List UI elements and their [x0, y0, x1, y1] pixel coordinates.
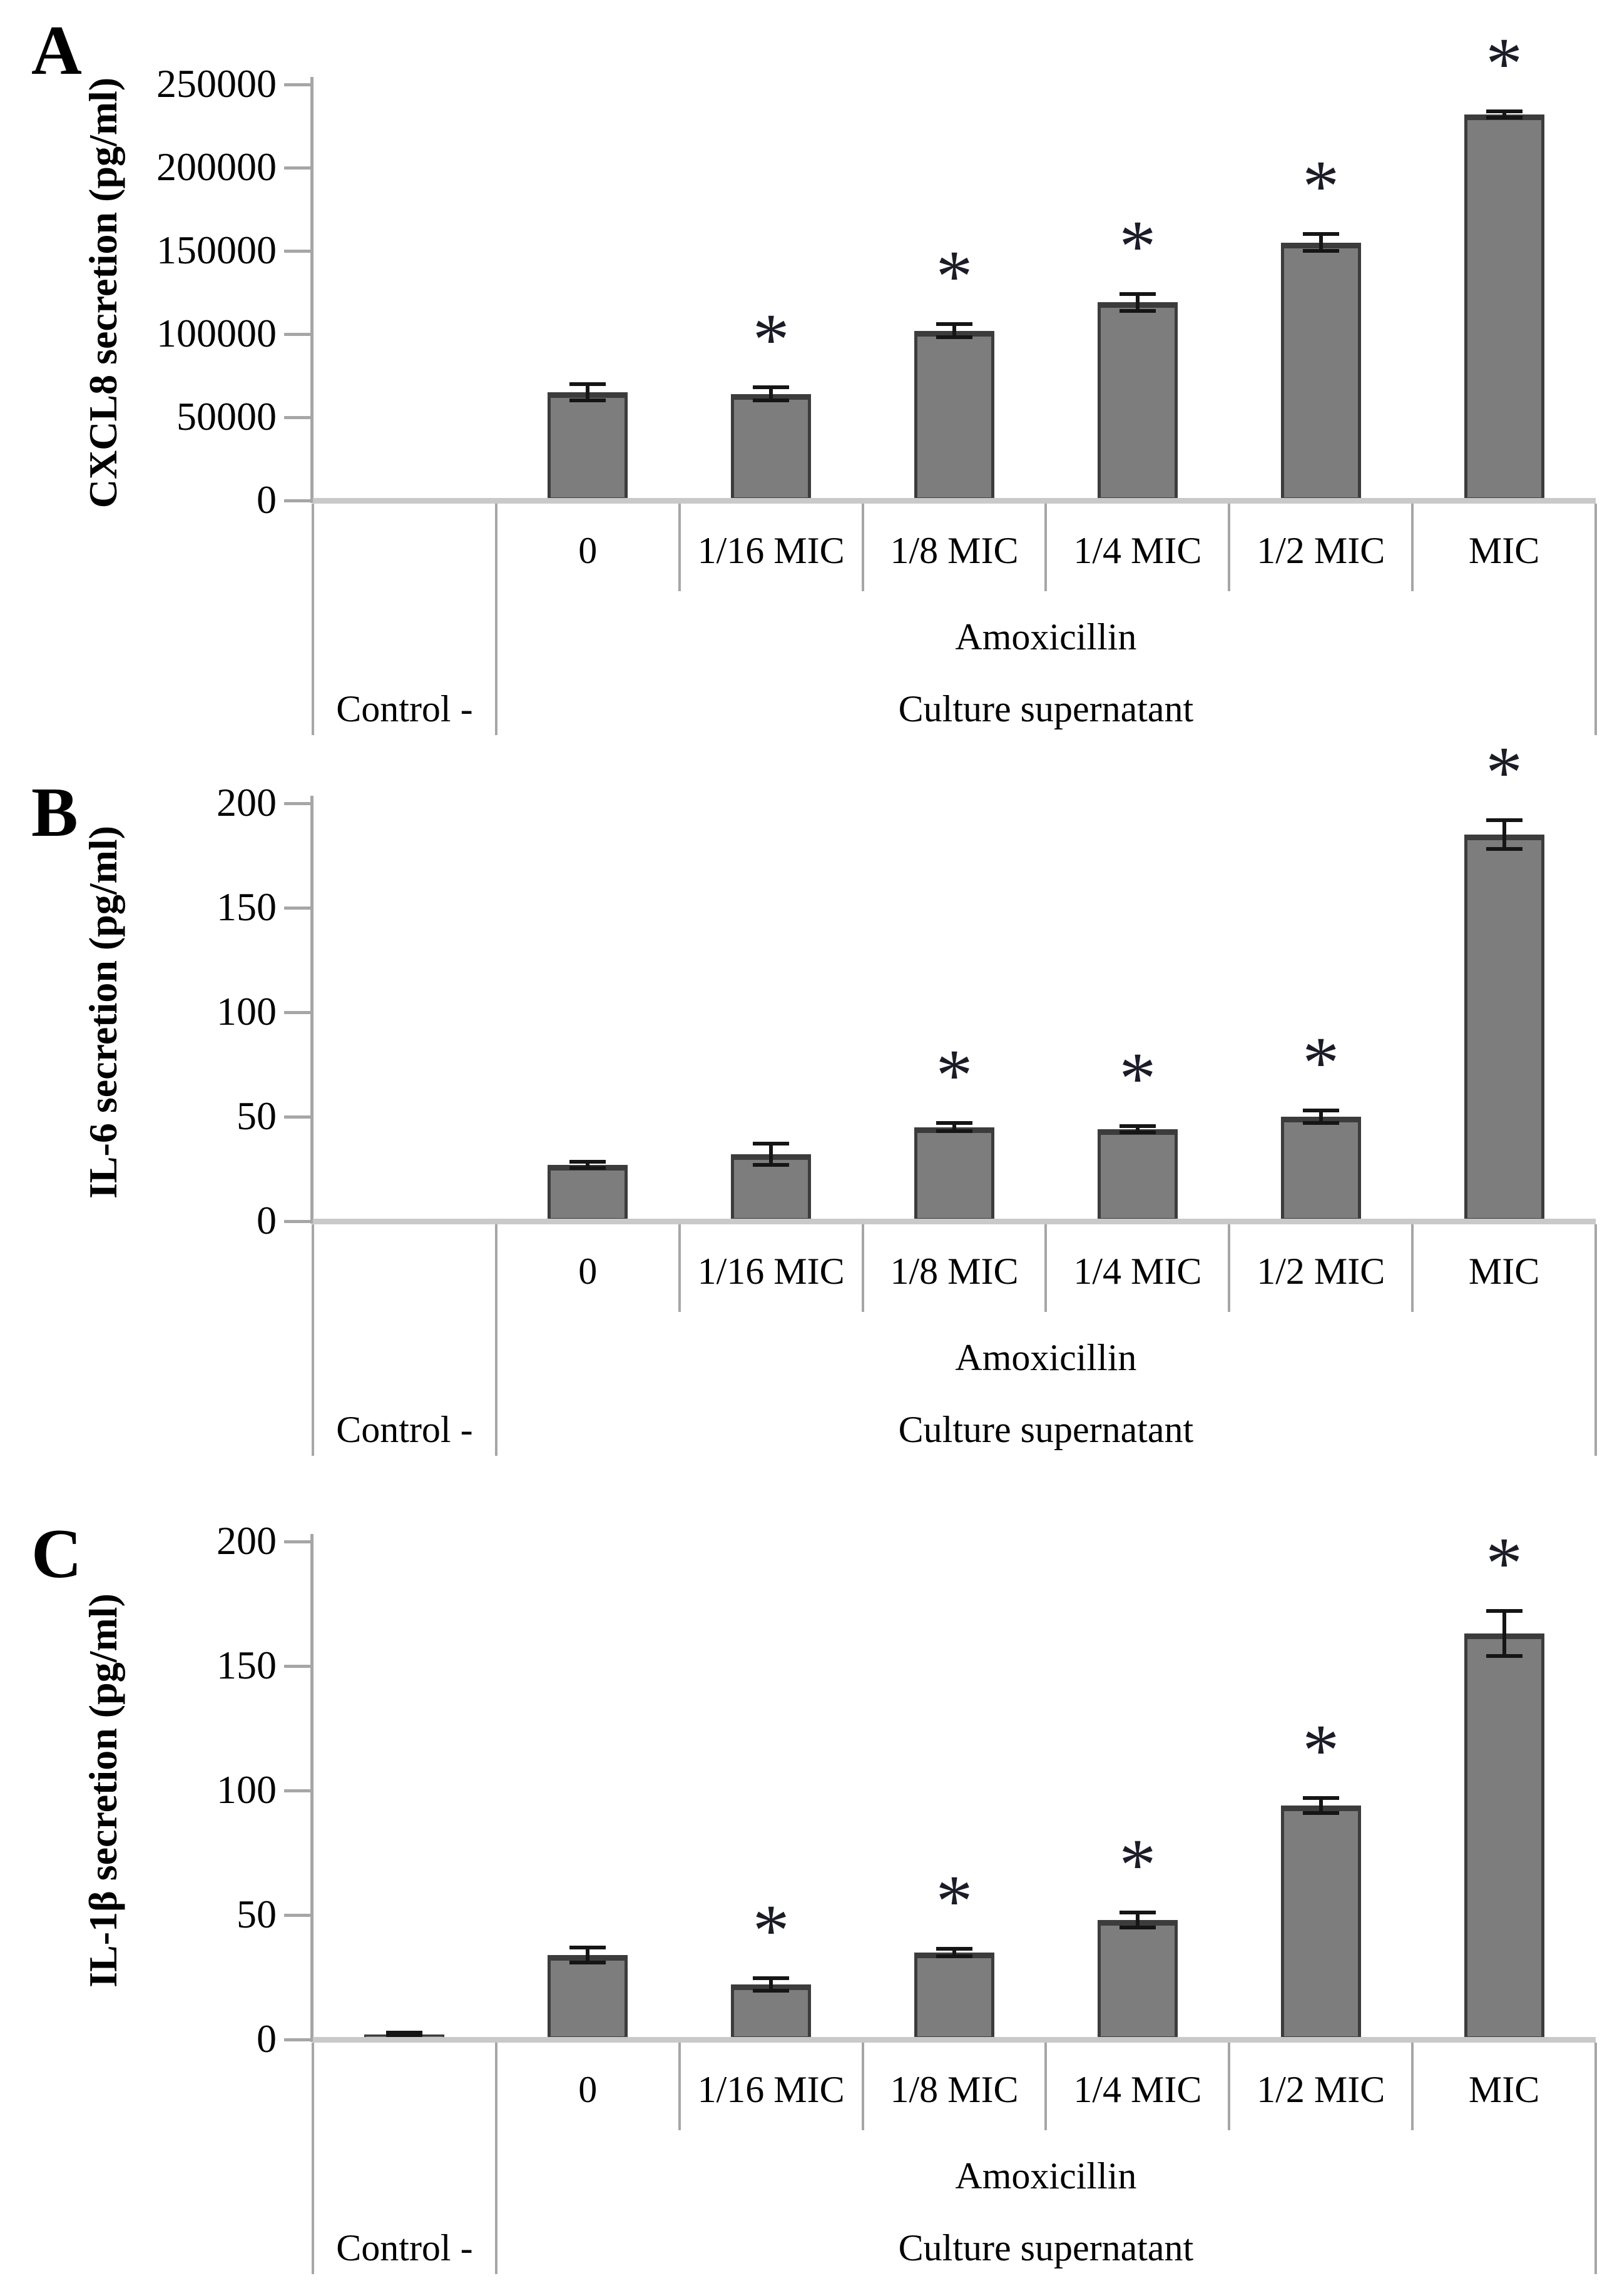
category-label-c-2: 1/16 MIC — [697, 2069, 845, 2110]
bar-c-2 — [731, 1984, 811, 2039]
y-tick-label-c: 0 — [257, 2016, 277, 2061]
error-cap-bottom-b-6 — [1486, 847, 1523, 851]
y-tick-mark-a — [284, 166, 310, 170]
significance-asterisk-b-6: * — [1486, 731, 1523, 813]
error-cap-top-b-3 — [936, 1121, 972, 1125]
error-bar-b-6 — [1502, 820, 1506, 850]
y-axis-line-a — [310, 77, 314, 503]
significance-asterisk-b-5: * — [1302, 1021, 1340, 1104]
y-tick-mark-b — [284, 1220, 310, 1223]
error-cap-bottom-a-2 — [753, 399, 789, 402]
bar-a-2 — [731, 394, 811, 500]
category-label-b-5: 1/2 MIC — [1257, 1251, 1385, 1292]
error-cap-bottom-a-1 — [569, 399, 606, 402]
y-axis-title-b: IL-6 secretion (pg/ml) — [81, 825, 125, 1199]
y-tick-mark-b — [284, 802, 310, 805]
bar-a-1 — [548, 392, 628, 500]
y-tick-mark-a — [284, 333, 310, 336]
error-cap-bottom-a-3 — [936, 335, 972, 339]
error-cap-top-c-6 — [1486, 1609, 1523, 1613]
y-tick-mark-c — [284, 1665, 310, 1668]
x-axis-line-c — [313, 2037, 1596, 2043]
error-cap-bottom-b-5 — [1303, 1121, 1339, 1125]
significance-asterisk-c-4: * — [1119, 1824, 1156, 1906]
error-cap-top-b-6 — [1486, 818, 1523, 822]
bar-a-5 — [1281, 243, 1361, 500]
category-label-a-5: 1/2 MIC — [1257, 530, 1385, 571]
error-cap-bottom-c-1 — [569, 1961, 606, 1964]
category-label-a-6: MIC — [1468, 530, 1540, 571]
y-tick-mark-a — [284, 83, 310, 86]
significance-asterisk-a-6: * — [1486, 22, 1523, 104]
y-tick-label-a: 150000 — [156, 228, 277, 272]
y-tick-label-b: 150 — [217, 885, 277, 929]
y-tick-label-a: 0 — [257, 477, 277, 522]
category-label-a-1: 0 — [578, 530, 598, 571]
error-cap-bottom-c-5 — [1303, 1811, 1339, 1815]
error-bar-a-5 — [1319, 234, 1323, 251]
significance-asterisk-c-6: * — [1486, 1522, 1523, 1605]
bar-a-3 — [914, 331, 994, 500]
axis-group-label-c-0: Control - — [336, 2227, 473, 2268]
x-axis-line-b — [313, 1219, 1596, 1224]
category-label-c-6: MIC — [1468, 2069, 1540, 2110]
axis-group-label-a-1: Culture supernatant — [898, 688, 1194, 729]
y-tick-label-a: 200000 — [156, 145, 277, 189]
axis-group-label-c-amoxicillin: Amoxicillin — [955, 2155, 1137, 2197]
y-axis-line-c — [310, 1534, 314, 2042]
x-axis-line-a — [313, 498, 1596, 504]
error-bar-c-6 — [1502, 1611, 1506, 1656]
error-cap-top-c-0 — [386, 2031, 422, 2034]
y-tick-label-b: 50 — [237, 1094, 277, 1138]
error-cap-bottom-b-3 — [936, 1129, 972, 1133]
bar-b-3 — [914, 1127, 994, 1221]
significance-asterisk-a-4: * — [1119, 205, 1156, 288]
error-cap-bottom-b-4 — [1120, 1130, 1156, 1134]
significance-asterisk-a-2: * — [752, 298, 790, 381]
bar-c-3 — [914, 1953, 994, 2039]
error-cap-top-a-2 — [753, 385, 789, 389]
error-cap-bottom-b-2 — [753, 1163, 789, 1167]
axis-group-label-b-0: Control - — [336, 1409, 473, 1450]
bar-a-6 — [1464, 114, 1544, 500]
bar-b-4 — [1098, 1129, 1178, 1221]
error-cap-top-c-1 — [569, 1946, 606, 1949]
significance-asterisk-c-3: * — [936, 1859, 973, 1942]
category-label-b-4: 1/4 MIC — [1073, 1251, 1202, 1292]
error-cap-bottom-a-5 — [1303, 249, 1339, 253]
y-tick-label-c: 200 — [217, 1518, 277, 1563]
error-cap-bottom-c-3 — [936, 1954, 972, 1958]
category-label-b-6: MIC — [1468, 1251, 1540, 1292]
bar-c-6 — [1464, 1633, 1544, 2039]
error-cap-bottom-a-4 — [1120, 309, 1156, 313]
error-cap-bottom-c-2 — [753, 1989, 789, 1993]
error-cap-top-a-5 — [1303, 232, 1339, 236]
significance-asterisk-a-5: * — [1302, 145, 1340, 228]
category-label-a-4: 1/4 MIC — [1073, 530, 1202, 571]
y-tick-mark-a — [284, 416, 310, 419]
y-tick-label-b: 100 — [217, 989, 277, 1034]
error-cap-top-c-2 — [753, 1976, 789, 1980]
axis-group-label-a-amoxicillin: Amoxicillin — [955, 616, 1137, 658]
y-tick-label-b: 0 — [257, 1198, 277, 1242]
error-cap-top-b-2 — [753, 1142, 789, 1145]
category-label-c-3: 1/8 MIC — [890, 2069, 1019, 2110]
significance-asterisk-c-2: * — [752, 1889, 790, 1972]
error-bar-a-4 — [1136, 294, 1140, 311]
axis-group-label-b-amoxicillin: Amoxicillin — [955, 1337, 1137, 1378]
error-cap-top-a-3 — [936, 322, 972, 326]
bar-b-5 — [1281, 1117, 1361, 1221]
category-label-b-1: 0 — [578, 1251, 598, 1292]
y-tick-mark-c — [284, 1914, 310, 1917]
y-tick-label-c: 50 — [237, 1892, 277, 1936]
panel-letter-a: A — [31, 12, 82, 89]
significance-asterisk-b-4: * — [1119, 1037, 1156, 1120]
y-tick-mark-a — [284, 250, 310, 253]
y-tick-label-a: 250000 — [156, 61, 277, 106]
y-tick-mark-c — [284, 1789, 310, 1792]
bar-c-4 — [1098, 1920, 1178, 2039]
error-bar-a-1 — [586, 384, 589, 401]
error-bar-b-2 — [769, 1144, 773, 1164]
axis-group-label-b-1: Culture supernatant — [898, 1409, 1194, 1450]
error-cap-bottom-c-4 — [1120, 1926, 1156, 1929]
y-tick-mark-c — [284, 2038, 310, 2041]
y-axis-title-a: CXCL8 secretion (pg/ml) — [81, 77, 125, 508]
error-cap-top-c-5 — [1303, 1796, 1339, 1800]
panel-letter-c: C — [31, 1515, 82, 1593]
bar-a-4 — [1098, 302, 1178, 500]
category-label-c-5: 1/2 MIC — [1257, 2069, 1385, 2110]
error-cap-top-a-6 — [1486, 109, 1523, 113]
significance-asterisk-c-5: * — [1302, 1709, 1340, 1791]
bar-b-6 — [1464, 835, 1544, 1221]
y-tick-mark-a — [284, 499, 310, 502]
category-label-c-1: 0 — [578, 2069, 598, 2110]
category-label-b-3: 1/8 MIC — [890, 1251, 1019, 1292]
error-cap-top-a-4 — [1120, 292, 1156, 296]
y-tick-mark-b — [284, 1115, 310, 1119]
category-label-a-2: 1/16 MIC — [697, 530, 845, 571]
category-label-b-2: 1/16 MIC — [697, 1251, 845, 1292]
error-cap-top-a-1 — [569, 382, 606, 386]
error-cap-bottom-b-1 — [569, 1166, 606, 1170]
bar-c-1 — [548, 1955, 628, 2039]
error-cap-bottom-a-6 — [1486, 116, 1523, 119]
y-tick-mark-b — [284, 1011, 310, 1014]
axis-group-label-c-1: Culture supernatant — [898, 2227, 1194, 2268]
axis-group-label-a-0: Control - — [336, 688, 473, 729]
error-cap-top-b-1 — [569, 1160, 606, 1164]
bar-c-5 — [1281, 1806, 1361, 2039]
error-cap-top-c-3 — [936, 1947, 972, 1951]
y-axis-title-c: IL-1β secretion (pg/ml) — [81, 1593, 125, 1988]
y-axis-line-b — [310, 796, 314, 1224]
error-cap-top-c-4 — [1120, 1911, 1156, 1914]
significance-asterisk-a-3: * — [936, 235, 973, 318]
significance-asterisk-b-3: * — [936, 1034, 973, 1117]
category-label-a-3: 1/8 MIC — [890, 530, 1019, 571]
panel-letter-b: B — [31, 774, 78, 851]
y-tick-label-c: 100 — [217, 1767, 277, 1812]
y-tick-mark-b — [284, 907, 310, 910]
error-cap-top-b-5 — [1303, 1109, 1339, 1112]
bar-b-1 — [548, 1165, 628, 1221]
error-cap-top-b-4 — [1120, 1124, 1156, 1128]
y-tick-label-c: 150 — [217, 1643, 277, 1687]
y-tick-label-b: 200 — [217, 780, 277, 825]
y-tick-mark-c — [284, 1540, 310, 1543]
error-cap-bottom-c-6 — [1486, 1654, 1523, 1658]
y-tick-label-a: 50000 — [176, 394, 277, 439]
category-label-c-4: 1/4 MIC — [1073, 2069, 1202, 2110]
y-tick-label-a: 100000 — [156, 311, 277, 355]
